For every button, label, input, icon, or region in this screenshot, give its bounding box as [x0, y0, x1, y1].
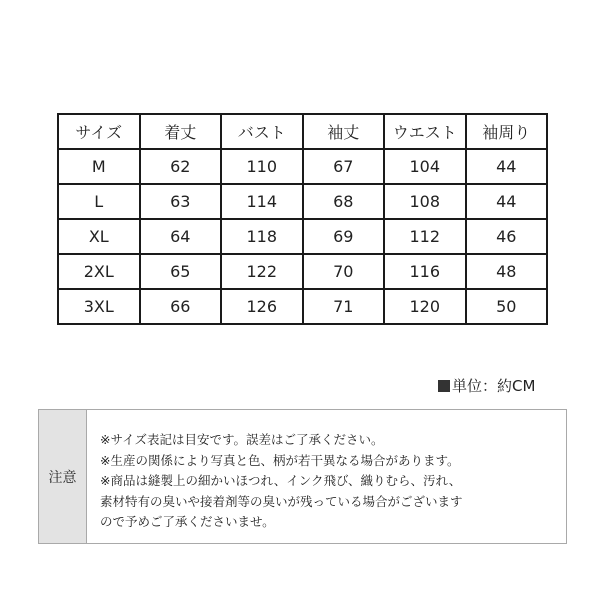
table-cell: 65 [140, 254, 222, 289]
table-cell: 46 [466, 219, 548, 254]
table-cell: 71 [303, 289, 385, 324]
header-bust: バスト [221, 114, 303, 149]
table-cell: 66 [140, 289, 222, 324]
unit-note-text: 単位：約CM [452, 377, 536, 395]
table-cell: 110 [221, 149, 303, 184]
table-row [58, 184, 547, 219]
table-cell: 68 [303, 184, 385, 219]
table-cell: 118 [221, 219, 303, 254]
table-cell: 114 [221, 184, 303, 219]
header-size: サイズ [58, 114, 140, 149]
header-length: 着丈 [140, 114, 222, 149]
table-cell: 64 [140, 219, 222, 254]
note-line: ※生産の関係により写真と色、柄が若干異なる場合があります。 [100, 452, 460, 468]
table-cell: 70 [303, 254, 385, 289]
header-sleeve-length: 袖丈 [303, 114, 385, 149]
table-row [58, 219, 547, 254]
table-cell: 116 [384, 254, 466, 289]
table-row [58, 149, 547, 184]
table-cell: 104 [384, 149, 466, 184]
table-cell: 3XL [58, 289, 140, 324]
table-cell: 126 [221, 289, 303, 324]
notes-body [87, 410, 566, 543]
size-table-header-row [58, 114, 547, 149]
note-line: ※商品は縫製上の細かいほつれ、インク飛び、織りむら、汚れ、 [100, 473, 462, 488]
table-cell: 2XL [58, 254, 140, 289]
table-cell: 69 [303, 219, 385, 254]
table-cell: 108 [384, 184, 466, 219]
table-row [58, 254, 547, 289]
table-cell: XL [58, 219, 140, 254]
table-cell: 44 [466, 149, 548, 184]
table-cell: 50 [466, 289, 548, 324]
notes-label: 注意 [39, 410, 87, 543]
table-cell: 62 [140, 149, 222, 184]
table-cell: 120 [384, 289, 466, 324]
header-sleeve-circumference: 袖周り [466, 114, 548, 149]
square-bullet-icon [438, 380, 450, 392]
table-row [58, 289, 547, 324]
table-cell: 112 [384, 219, 466, 254]
table-cell: 67 [303, 149, 385, 184]
table-cell: 48 [466, 254, 548, 289]
note-line: 素材特有の臭いや接着剤等の臭いが残っている場合がございます [100, 493, 463, 509]
header-waist: ウエスト [384, 114, 466, 149]
unit-note [438, 375, 535, 396]
table-cell: 63 [140, 184, 222, 219]
note-line: ので予めご了承くださいませ。 [100, 514, 275, 529]
note-line: ※サイズ表記は目安です。誤差はご了承ください。 [100, 432, 384, 447]
table-cell: 122 [221, 254, 303, 289]
table-cell: 44 [466, 184, 548, 219]
notes-box [38, 409, 567, 544]
table-cell: M [58, 149, 140, 184]
size-table [57, 113, 548, 325]
table-cell: L [58, 184, 140, 219]
